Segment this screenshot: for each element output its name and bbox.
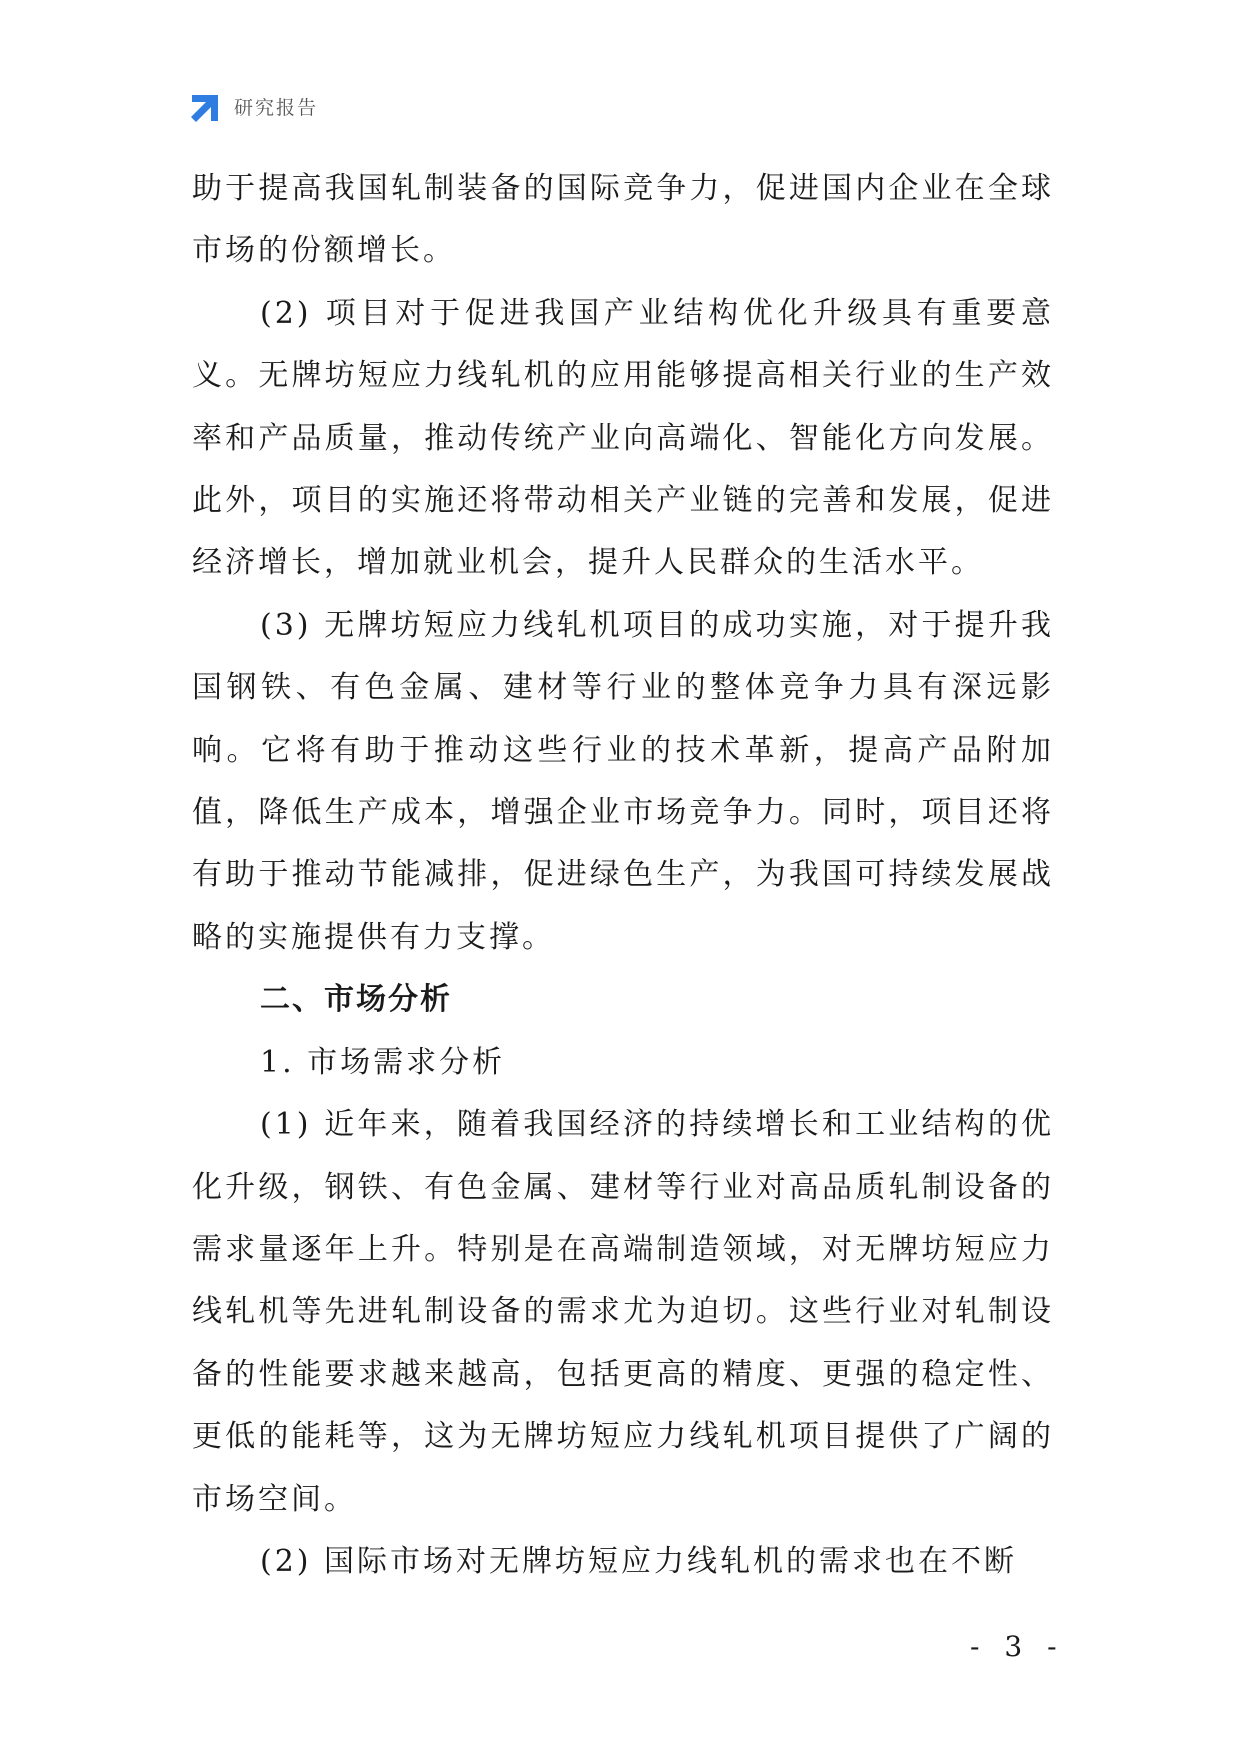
- paragraph-item-2: (2) 项目对于促进我国产业结构优化升级具有重要意义。无牌坊短应力线轧机的应用能够提高相关行业的生产效率和产品质量，推动传统产业向高端化、智能化方向发展。此外，项目的实施还将带动相关产业链的完善和发展，促进经济增长，增加就业机会，提升人民群众的生活水平。: [192, 295, 1054, 581]
- section-heading-market-analysis: 二、市场分析: [260, 982, 452, 1018]
- document-body: [192, 158, 1054, 1593]
- paragraph-continued: 助于提高我国轧制装备的国际竞争力，促进国内企业在全球市场的份额增长。: [192, 171, 1054, 269]
- report-type-label: 研究报告: [234, 96, 319, 119]
- arrow-up-right-icon: [190, 89, 224, 123]
- subsection-heading-market-demand: 1. 市场需求分析: [260, 1044, 506, 1080]
- page-number: - 3 -: [970, 1630, 1065, 1663]
- paragraph-market-1: (1) 近年来，随着我国经济的持续增长和工业结构的优化升级，钢铁、有色金属、建材等行业对高品质轧制设备的需求量逐年上升。特别是在高端制造领域，对无牌坊短应力线轧机等先进轧制设备的需求尤为迫切。这些行业对轧制设备的性能要求越来越高，包括更高的精度、更强的稳定性、更低的能耗等，这为无牌坊短应力线轧机项目提供了广阔的市场空间。: [192, 1107, 1054, 1517]
- paragraph-item-3: (3) 无牌坊短应力线轧机项目的成功实施，对于提升我国钢铁、有色金属、建材等行业的整体竞争力具有深远影响。它将有助于推动这些行业的技术革新，提高产品附加值，降低生产成本，增强企业市场竞争力。同时，项目还将有助于推动节能减排，促进绿色生产，为我国可持续发展战略的实施提供有力支撑。: [192, 607, 1054, 955]
- paragraph-market-2: (2) 国际市场对无牌坊短应力线轧机的需求也在不断: [260, 1543, 1018, 1579]
- report-header: [190, 88, 318, 124]
